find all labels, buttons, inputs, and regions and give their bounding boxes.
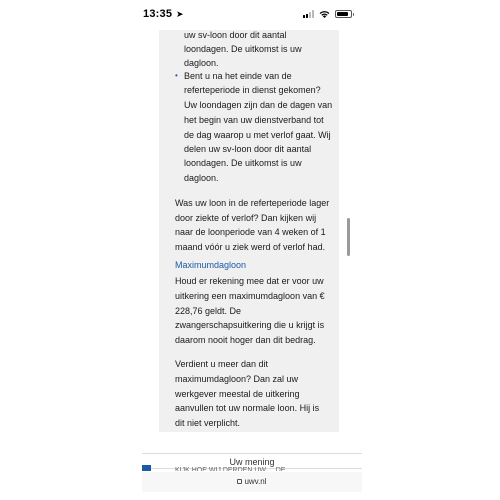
- bullet-line: delen uw sv-loon door dit aantal: [184, 144, 312, 154]
- paragraph-line: dit niet verplicht.: [175, 418, 241, 428]
- status-bar: [0, 0, 500, 30]
- text-line: dagloon.: [184, 58, 219, 68]
- bullet-line: de dag waarop u met verlof gaat. Wij: [184, 130, 331, 140]
- location-arrow-icon: ➤: [176, 9, 184, 19]
- bullet-line: het begin van uw dienstverband tot: [184, 115, 324, 125]
- paragraph-line: werkgever meestal de uitkering: [175, 389, 300, 399]
- paragraph-line: Was uw loon in de referteperiode lager: [175, 198, 330, 208]
- paragraph-line: uitkering een maximumdagloon van €: [175, 291, 325, 301]
- status-time: 13:35: [143, 8, 173, 20]
- battery-icon: [335, 10, 352, 18]
- paragraph-line: Verdient u meer dan dit: [175, 359, 269, 369]
- url-text: uwv.nl: [244, 477, 267, 486]
- paragraph-line: daarom nooit hoger dan dit bedrag.: [175, 335, 316, 345]
- paragraph-line: 228,76 geldt. De: [175, 306, 242, 316]
- bullet-line: Uw loondagen zijn dan de dagen van: [184, 100, 333, 110]
- page-scrollbar[interactable]: [347, 218, 350, 256]
- paragraph-line: Houd er rekening mee dat er voor uw: [175, 276, 324, 286]
- cellular-signal-icon: [303, 10, 314, 18]
- bullet-line: dagloon.: [184, 173, 219, 183]
- maximumdagloon-heading[interactable]: Maximumdagloon: [175, 260, 247, 270]
- lock-icon: [237, 479, 242, 484]
- bullet-line: Bent u na het einde van de: [184, 71, 292, 81]
- status-indicators: [303, 10, 352, 18]
- bullet-icon: •: [175, 71, 178, 80]
- paragraph-line: naar de loonperiode van 4 weken of 1: [175, 227, 326, 237]
- browser-url-bar[interactable]: [142, 472, 362, 492]
- peek-text: KIJK HOE WIJ DERDEN UW ... DE: [175, 467, 286, 471]
- paragraph-line: aanvullen tot uw normale loon. Hij is: [175, 403, 320, 413]
- bullet-line: referteperiode in dienst gekomen?: [184, 85, 321, 95]
- paragraph-line: zwangerschapsuitkering die u krijgt is: [175, 320, 325, 330]
- feedback-accent: [142, 465, 151, 471]
- bullet-line: loondagen. De uitkomst is uw: [184, 158, 302, 168]
- paragraph-line: maximumdagloon? Dan zal uw: [175, 374, 299, 384]
- feedback-label: Uw mening: [229, 457, 275, 467]
- text-line: loondagen. De uitkomst is uw: [184, 44, 302, 54]
- paragraph-line: maand vóór u ziek werd of verlof had.: [175, 242, 326, 252]
- url-display: [142, 477, 362, 486]
- wifi-icon: [319, 10, 330, 18]
- text-line: uw sv-loon door dit aantal: [184, 30, 287, 40]
- paragraph-line: door ziekte of verlof? Dan kijken wij: [175, 213, 317, 223]
